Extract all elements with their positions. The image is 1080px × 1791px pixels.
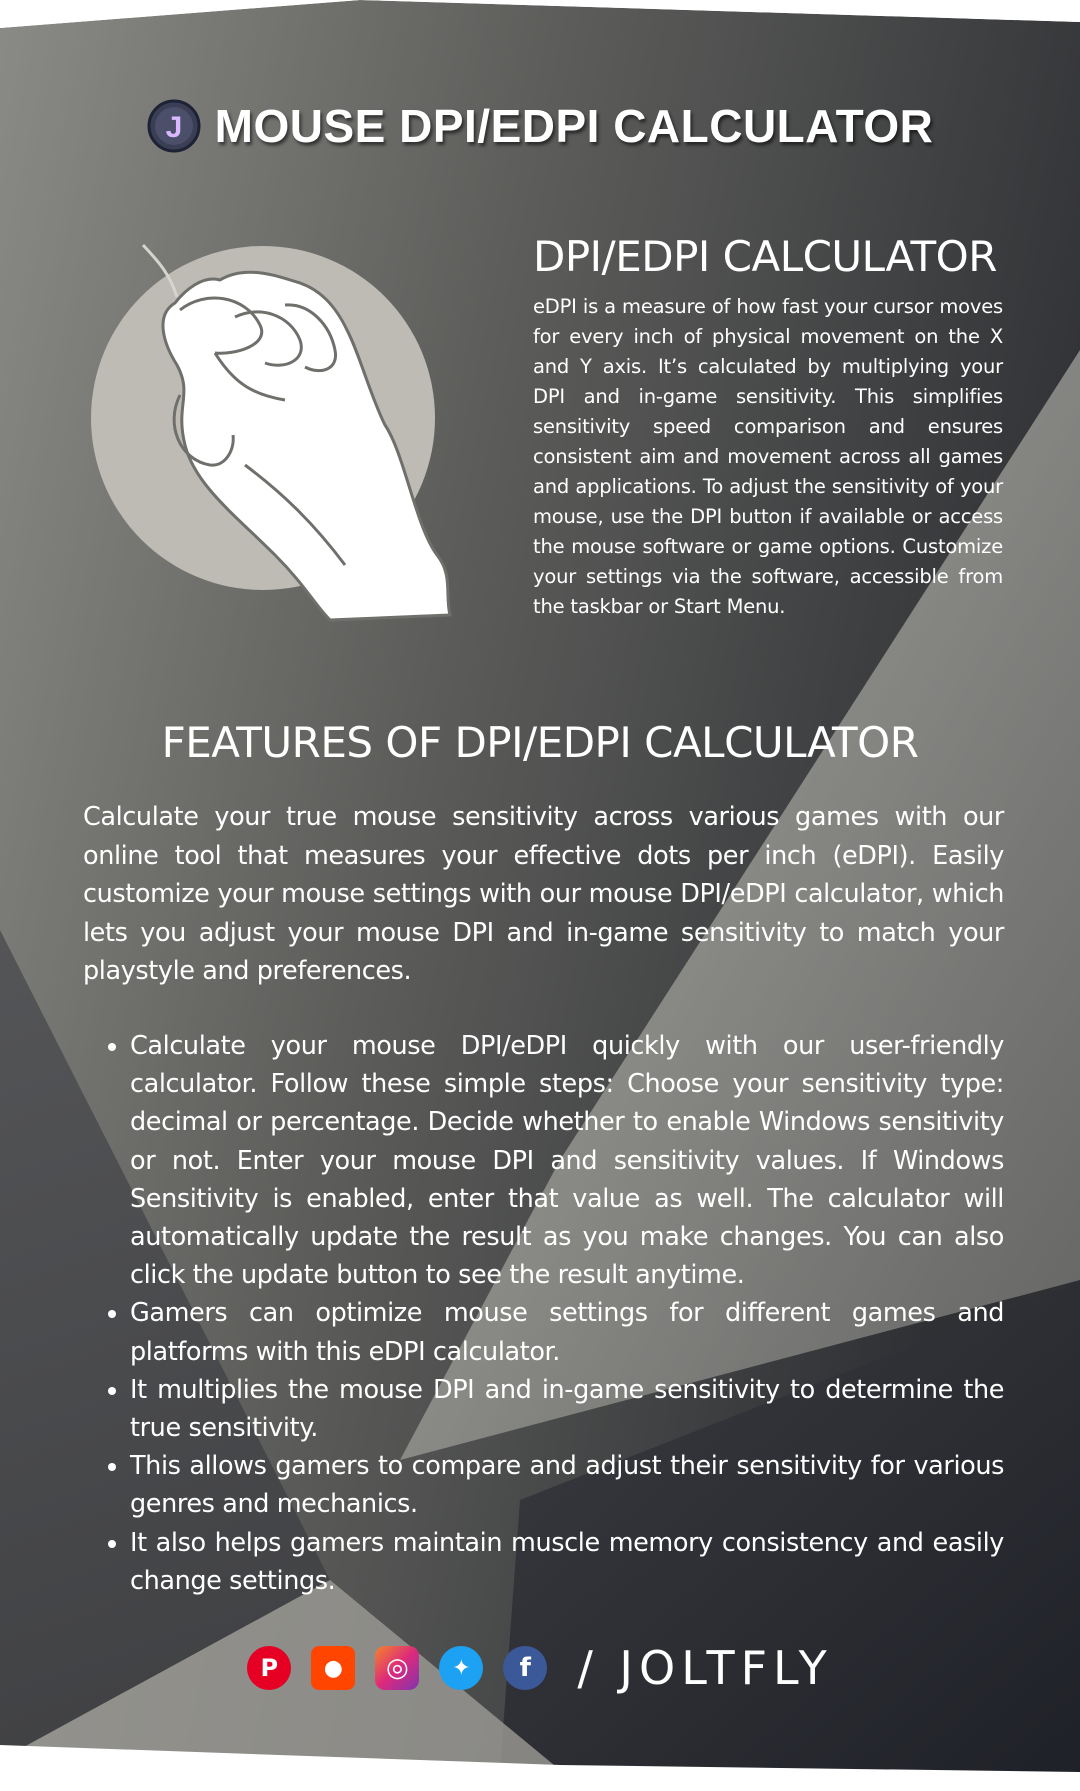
dpi-calculator-heading: DPI/EDPI CALCULATOR (533, 232, 997, 281)
dpi-calculator-description: eDPI is a measure of how fast your cursor moves for every inch of physical movement on the X and Y axis. It’s calculated by multiplying your DPI and in-game sensitivity. This simplifies sensitivity speed comparison and ensures consistent aim and movement across all games and applications. To adjust the sensitivity of your mouse, use the DPI button if available or access the mouse software or game options. Customize your settings via the software, accessible from the taskbar or Start Menu. (533, 295, 1003, 618)
pinterest-icon[interactable]: P (247, 1646, 291, 1690)
page-title: MOUSE DPI/EDPI CALCULATOR (214, 100, 934, 152)
joltfly-brand[interactable]: / JOLTFLY (577, 1641, 833, 1695)
features-list (83, 1027, 1004, 1600)
joltfly-logo-icon (147, 99, 201, 153)
twitter-icon[interactable]: ✦ (439, 1646, 483, 1690)
instagram-icon[interactable]: ◎ (375, 1646, 419, 1690)
features-intro: Calculate your true mouse sensitivity across various games with our online tool that measures your effective dots per inch (eDPI). Easily customize your mouse settings with our mouse DPI/eDPI calculator, which lets you adjust your mouse DPI and in-game sensitivity to match your playstyle and preferences. (83, 802, 1004, 986)
facebook-icon[interactable]: f (503, 1646, 547, 1690)
svg-text:J: J (165, 111, 182, 144)
features-heading: FEATURES OF DPI/EDPI CALCULATOR (161, 718, 919, 767)
list-item: • It multiplies the mouse DPI and in-game sensitivity to determine the true sensitivity. (130, 1371, 1004, 1447)
footer (0, 1640, 1080, 1696)
list-item: • This allows gamers to compare and adjust their sensitivity for various genres and mechanics. (130, 1447, 1004, 1523)
reddit-icon[interactable]: ● (311, 1646, 355, 1690)
list-item: • Gamers can optimize mouse settings for different games and platforms with this eDPI calculator. (130, 1294, 1004, 1370)
mouse-hand-illustration (85, 235, 470, 635)
list-item: • It also helps gamers maintain muscle memory consistency and easily change settings. (130, 1524, 1004, 1600)
list-item: • Calculate your mouse DPI/eDPI quickly with our user-friendly calculator. Follow these simple steps: Choose your sensitivity type: decimal or percentage. Decide whether to enable Windows sensitivity or not. Enter your mouse DPI and sensitivity values. If Windows Sensitivity is enabled, enter that value as well. The calculator will automatically update the result as you make changes. You can also click the update button to see the result anytime. (130, 1027, 1004, 1294)
header (0, 95, 1080, 157)
